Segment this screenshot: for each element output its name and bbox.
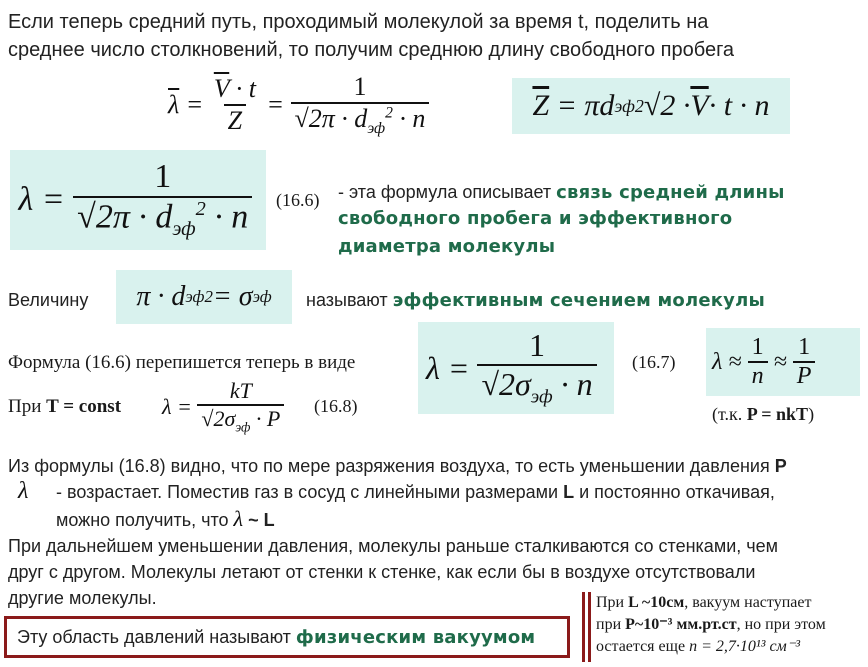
paragraph1-line1: Из формулы (16.8) видно, что по мере разряжения воздуха, то есть уменьшении давления P <box>8 456 787 476</box>
paragraph2-line2: друг с другом. Молекулы летают от стенки к стенке, как если бы в воздухе отсутствовали <box>8 562 756 582</box>
intro-line-2: среднее число столкновений, то получим среднюю длину свободного пробега <box>8 39 735 61</box>
label-16-6: (16.6) <box>276 190 320 210</box>
formula-cross-section: π · d эф 2 = σ эф <box>116 270 292 324</box>
physical-vacuum-text: Эту область давлений называют физическим вакуумом <box>17 626 536 648</box>
paragraph1-line3: можно получить, что λ ~ L <box>56 506 275 531</box>
formula-16-8: λ = $\frac{kT}{√2\sigma_{эф} \cdot P}$ <box>162 378 284 435</box>
side-note-line1: При L ~10см, вакуум наступает <box>596 594 812 611</box>
formula-lambda-definition: $\overline{\lambda}$ = $\frac{\overline{V} \cdot t}{Z}$ = $\frac{1}{√2\pi \cdot d_{эф}^2 \cdot n}$ <box>168 72 429 138</box>
description-16-6: - эта формула описывает связь средней длины <box>338 182 785 203</box>
physical-vacuum-box <box>4 616 570 658</box>
side-note-bar <box>582 592 585 662</box>
formula-proportional: λ ≈ $\frac{1}{n}$ ≈ $\frac{1}{P}$ <box>706 328 860 396</box>
intro-line-1: Если теперь средний путь, проходимый молекулой за время t, поделить на <box>8 11 709 33</box>
side-note <box>596 592 864 658</box>
cross-section-label: Величину <box>8 290 89 310</box>
description-16-6-line3: диаметра молекулы <box>338 236 556 257</box>
lambda-symbol: λ <box>18 478 29 504</box>
rewrite-text: Формула (16.6) перепишется теперь в виде <box>8 352 356 373</box>
paragraph1-line2: - возрастает. Поместив газ в сосуд с линейными размерами L и постоянно откачивая, <box>56 482 775 502</box>
paragraph2-line3: другие молекулы. <box>8 588 157 608</box>
ideal-gas-note: (т.к. P = nkT) <box>712 404 815 424</box>
const-temperature-label: При T = const <box>8 396 122 417</box>
paragraph2-line1: При дальнейшем уменьшении давления, молекулы раньше сталкиваются со стенками, чем <box>8 536 779 556</box>
side-note-bar-2 <box>588 592 591 662</box>
formula-16-6: λ = $\frac{1}{√2\pi \cdot d_{эф}^2 \cdot n}$ <box>10 150 266 250</box>
formula-16-7: λ = $\frac{1}{√2\sigma_{эф} \cdot n}$ <box>418 322 614 414</box>
cross-section-text: называют эффективным сечением молекулы <box>306 290 765 311</box>
side-note-line2: при P~10⁻³ мм.рт.ст, но при этом <box>596 616 826 633</box>
side-note-line3: остается еще n = 2,7·10¹³ см⁻³ <box>596 638 801 655</box>
label-16-8: (16.8) <box>314 396 358 416</box>
formula-collision-number: $\overline{Z}$ = πd эф 2 √2 · $\overline{V}$ · t · n <box>512 78 790 134</box>
description-16-6-line2: свободного пробега и эффективного <box>338 208 733 229</box>
label-16-7: (16.7) <box>632 352 676 372</box>
